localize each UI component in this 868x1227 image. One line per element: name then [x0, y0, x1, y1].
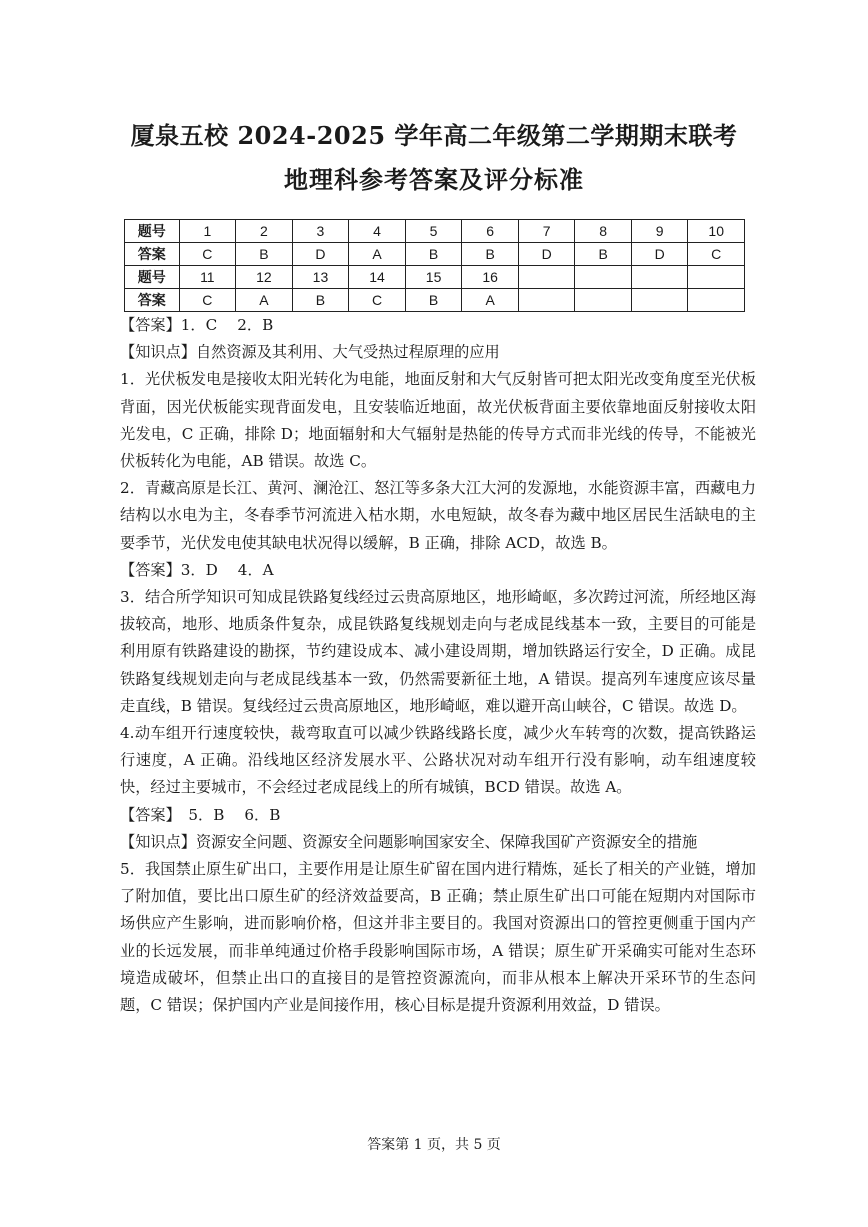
question-number-cell: 1 [179, 220, 236, 243]
answer-cell: A [236, 289, 293, 312]
knowledge-point-line: 【知识点】自然资源及其利用、大气受热过程原理的应用 [120, 343, 500, 362]
answer-cell: A [349, 243, 406, 266]
question-number-cell: 12 [236, 266, 293, 289]
answer-cell: D [518, 243, 575, 266]
explanation-paragraph: 3．结合所学知识可知成昆铁路复线经过云贵高原地区，地形崎岖，多次跨过河流，所经地区海拔较高，地形、地质条件复杂，成昆铁路复线规划走向与老成昆线基本一致，主要目的可能是利用原有铁路建设的勘探，节约建设成本、减小建设周期，增加铁路运行安全，D 正确。成昆铁路复线规划走向与老成昆线基本一致，仍然需要新征土地，A 错误。提高列车速度应该尽量走直线，B 错误。复线经过云贵高原地区，地形崎岖，难以避开高山峡谷，C 错误。故选 D。 [120, 588, 756, 715]
row-label-answer: 答案 [125, 243, 180, 266]
question-number-cell: 2 [236, 220, 293, 243]
answer-cell: C [349, 289, 406, 312]
answer-cell: C [688, 243, 745, 266]
row-label-question: 题号 [125, 220, 180, 243]
row-label-answer: 答案 [125, 289, 180, 312]
question-number-row [125, 220, 745, 243]
answer-cell: C [179, 289, 236, 312]
answer-cell: B [405, 243, 462, 266]
answer-cell [631, 289, 688, 312]
answer-cell [575, 289, 631, 312]
answer-line: 【答案】 5．B 6．B [120, 805, 281, 824]
document-subtitle: 地理科参考答案及评分标准 [284, 165, 584, 194]
question-number-cell: 4 [349, 220, 406, 243]
question-number-cell [518, 266, 575, 289]
answer-cell: B [462, 243, 519, 266]
explanation-paragraph: 1．光伏板发电是接收太阳光转化为电能，地面反射和大气反射皆可把太阳光改变角度至光伏板背面，因光伏板能实现背面发电，且安装临近地面，故光伏板背面主要依靠地面反射接收太阳光发电，C 正确，排除 D；地面辐射和大气辐射是热能的传导方式而非光线的传导，不能被光伏板转化为电能，AB 错误。故选 C。 [120, 370, 756, 471]
answer-line: 【答案】3．D 4．A [120, 560, 274, 579]
answer-table [124, 219, 745, 312]
explanation-paragraph: 2．青藏高原是长江、黄河、澜沧江、怒江等多条大江大河的发源地，水能资源丰富，西藏电力结构以水电为主，冬春季节河流进入枯水期，水电短缺，故冬春为藏中地区居民生活缺电的主要季节，光伏发电使其缺电状况得以缓解，B 正确，排除 ACD，故选 B。 [120, 479, 756, 552]
answer-cell: C [179, 243, 236, 266]
document-title: 厦泉五校 2024-2025 学年高二年级第二学期期末联考 [130, 121, 738, 150]
explanation-paragraph: 4.动车组开行速度较快，裁弯取直可以减少铁路线路长度，减少火车转弯的次数，提高铁路运行速度，A 正确。沿线地区经济发展水平、公路状况对动车组开行没有影响，动车组速度较快，经过主要城市，不会经过老成昆线上的所有城镇，BCD 错误。故选 A。 [120, 724, 756, 797]
answer-cell [688, 289, 745, 312]
question-number-cell: 9 [631, 220, 688, 243]
answer-cell: A [462, 289, 519, 312]
question-number-cell: 7 [518, 220, 575, 243]
row-label-question: 题号 [125, 266, 180, 289]
answer-line: 【答案】1．C 2．B [120, 316, 274, 334]
question-number-cell: 15 [405, 266, 462, 289]
explanation-body [120, 312, 756, 1019]
question-number-cell: 14 [349, 266, 406, 289]
question-number-cell: 16 [462, 266, 519, 289]
answer-row [125, 243, 745, 266]
answer-row [125, 289, 745, 312]
question-number-cell: 10 [688, 220, 745, 243]
question-number-cell: 8 [575, 220, 631, 243]
answer-cell: D [292, 243, 349, 266]
question-number-row [125, 266, 745, 289]
question-number-cell: 3 [292, 220, 349, 243]
explanation-paragraph: 5．我国禁止原生矿出口，主要作用是让原生矿留在国内进行精炼，延长了相关的产业链，增加了附加值，要比出口原生矿的经济效益要高，B 正确；禁止原生矿出口可能在短期内对国际市场供应产生影响，进而影响价格，但这并非主要目的。我国对资源出口的管控更侧重于国内产业的长远发展，而非单纯通过价格手段影响国际市场，A 错误；原生矿开采确实可能对生态环境造成破坏，但禁止出口的直接目的是管控资源流向，而非从根本上解决开采环节的生态问题，C 错误；保护国内产业是间接作用，核心目标是提升资源利用效益，D 错误。 [120, 860, 756, 1015]
question-number-cell: 6 [462, 220, 519, 243]
answer-cell [518, 289, 575, 312]
question-number-cell: 5 [405, 220, 462, 243]
question-number-cell [631, 266, 688, 289]
answer-cell: B [575, 243, 631, 266]
answer-cell: B [405, 289, 462, 312]
answer-cell: B [236, 243, 293, 266]
answer-cell: D [631, 243, 688, 266]
question-number-cell [688, 266, 745, 289]
question-number-cell: 13 [292, 266, 349, 289]
knowledge-point-line: 【知识点】资源安全问题、资源安全问题影响国家安全、保障我国矿产资源安全的措施 [120, 832, 698, 851]
question-number-cell: 11 [179, 266, 236, 289]
page-footer: 答案第 1 页，共 5 页 [367, 1137, 501, 1153]
question-number-cell [575, 266, 631, 289]
answer-cell: B [292, 289, 349, 312]
